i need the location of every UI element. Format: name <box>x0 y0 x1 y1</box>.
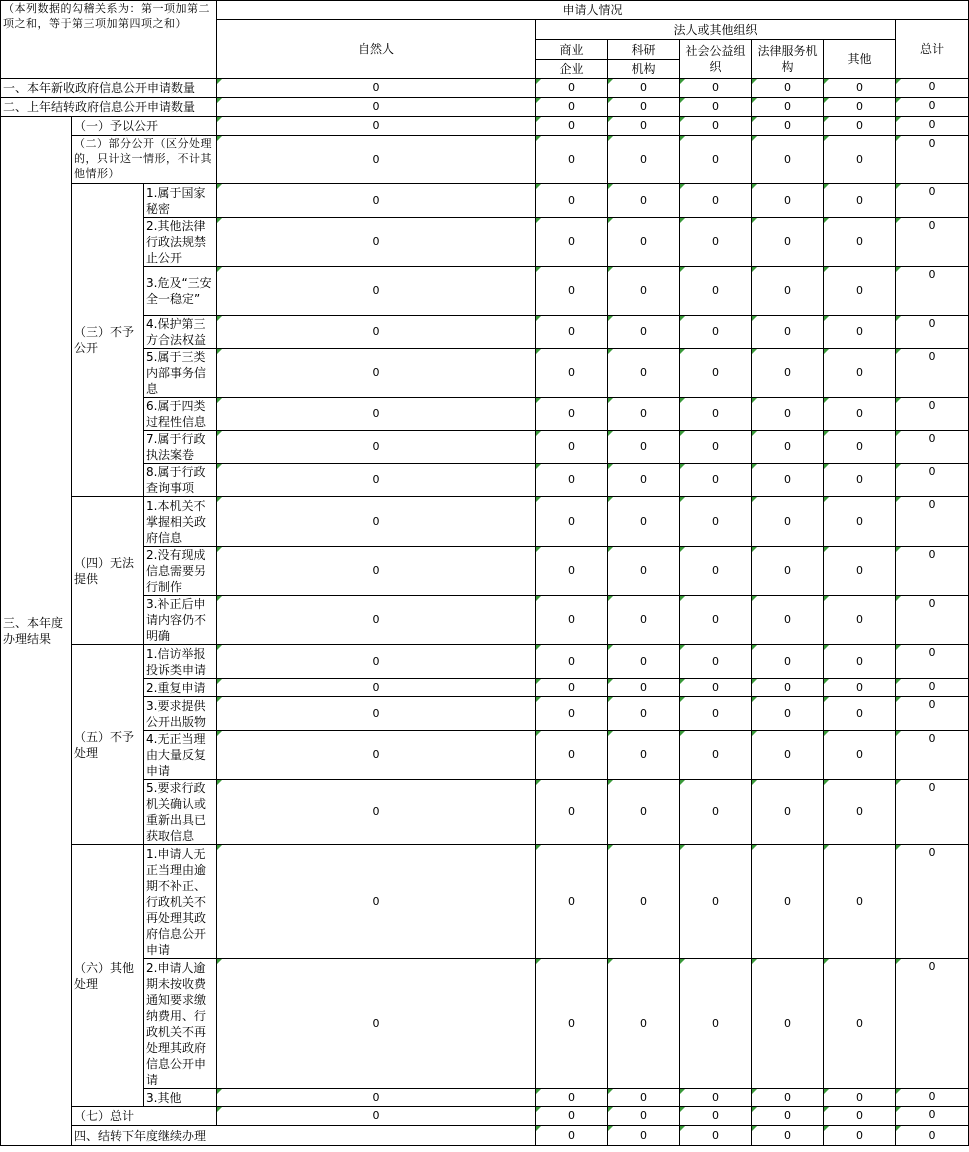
cell-g3-7-research: 0 <box>608 431 680 464</box>
table-row <box>1 398 969 431</box>
cell-g3-1-natural-person: 0 <box>217 184 536 218</box>
cell-g3-7-total: 0 <box>896 431 969 464</box>
cell-g3-8-social-welfare: 0 <box>680 464 752 497</box>
cell-g3-1-other: 0 <box>824 184 896 218</box>
table-row <box>1 645 969 679</box>
cell-g3-2-social-welfare: 0 <box>680 218 752 267</box>
cell-g5-5-commercial: 0 <box>536 780 608 845</box>
cell-g2-commercial: 0 <box>536 136 608 184</box>
table-row <box>1 98 969 117</box>
cell-g5-3-total: 0 <box>896 697 969 731</box>
cell-g6-1-total: 0 <box>896 845 969 959</box>
cell-g4-1-social-welfare: 0 <box>680 497 752 547</box>
cell-r4-other: 0 <box>896 1126 969 1146</box>
cell-g6-3-research: 0 <box>608 1089 680 1107</box>
cell-g2-natural-person: 0 <box>217 136 536 184</box>
cell-r1-legal-service: 0 <box>752 79 824 98</box>
row-label-g4-2: 2.没有现成信息需要另行制作 <box>144 547 217 596</box>
row-label-g3-2: 2.其他法律行政法规禁止公开 <box>144 218 217 267</box>
cell-g4-1-other: 0 <box>824 497 896 547</box>
row-label-g5-1: 1.信访举报投诉类申请 <box>144 645 217 679</box>
cell-g4-2-commercial: 0 <box>536 547 608 596</box>
cell-g1-legal-service: 0 <box>752 117 824 136</box>
cell-r4-research: 0 <box>680 1126 752 1146</box>
cell-g5-4-total: 0 <box>896 731 969 780</box>
cell-g3-4-total: 0 <box>896 316 969 349</box>
cell-g2-research: 0 <box>608 136 680 184</box>
cell-g3-7-commercial: 0 <box>536 431 608 464</box>
cell-g3-2-commercial: 0 <box>536 218 608 267</box>
cell-g1-commercial: 0 <box>536 117 608 136</box>
cell-g5-3-social-welfare: 0 <box>680 697 752 731</box>
cell-r2-legal-service: 0 <box>752 98 824 117</box>
cell-g3-2-legal-service: 0 <box>752 218 824 267</box>
cell-g3-6-legal-service: 0 <box>752 398 824 431</box>
cell-g3-6-other: 0 <box>824 398 896 431</box>
cell-g3-6-commercial: 0 <box>536 398 608 431</box>
cell-r2-total: 0 <box>896 98 969 117</box>
row-label-g3: （三）不予公开 <box>72 184 144 497</box>
cell-g4-2-social-welfare: 0 <box>680 547 752 596</box>
cell-g3-8-commercial: 0 <box>536 464 608 497</box>
cell-g7-commercial: 0 <box>536 1107 608 1126</box>
header-total: 总计 <box>896 20 969 79</box>
cell-g7-social-welfare: 0 <box>680 1107 752 1126</box>
cell-g5-2-total: 0 <box>896 679 969 697</box>
cell-g5-4-natural-person: 0 <box>217 731 536 780</box>
cell-g4-3-other: 0 <box>824 596 896 645</box>
table-row <box>1 679 969 697</box>
cell-g3-4-legal-service: 0 <box>752 316 824 349</box>
header-other: 其他 <box>824 40 896 79</box>
table-row <box>1 117 969 136</box>
row-label-g3-3: 3.危及“三安全一稳定” <box>144 267 217 316</box>
cell-r4-legal-service: 0 <box>824 1126 896 1146</box>
cell-g6-1-research: 0 <box>608 845 680 959</box>
cell-r4-social-welfare: 0 <box>752 1126 824 1146</box>
cell-g3-5-total: 0 <box>896 349 969 398</box>
row-label-g5-3: 3.要求提供公开出版物 <box>144 697 217 731</box>
cell-g5-3-research: 0 <box>608 697 680 731</box>
cell-g4-3-natural-person: 0 <box>217 596 536 645</box>
cell-g5-2-other: 0 <box>824 679 896 697</box>
table-row <box>1 184 969 218</box>
cell-g6-2-natural-person: 0 <box>217 959 536 1089</box>
row-label-g4-3: 3.补正后申请内容仍不明确 <box>144 596 217 645</box>
header-legal-service: 法律服务机构 <box>752 40 824 79</box>
row-label-g3-4: 4.保护第三方合法权益 <box>144 316 217 349</box>
cell-g3-1-social-welfare: 0 <box>680 184 752 218</box>
cell-g3-3-legal-service: 0 <box>752 267 824 316</box>
cell-g3-2-research: 0 <box>608 218 680 267</box>
cell-g4-2-legal-service: 0 <box>752 547 824 596</box>
cell-r1-social-welfare: 0 <box>680 79 752 98</box>
row-label-g3-1: 1.属于国家秘密 <box>144 184 217 218</box>
cell-g3-5-research: 0 <box>608 349 680 398</box>
cell-g1-total: 0 <box>896 117 969 136</box>
header-research-top: 科研 <box>608 40 680 60</box>
cell-g3-7-natural-person: 0 <box>217 431 536 464</box>
cell-g3-7-social-welfare: 0 <box>680 431 752 464</box>
table-row <box>1 731 969 780</box>
cell-g6-2-other: 0 <box>824 959 896 1089</box>
cell-g3-5-commercial: 0 <box>536 349 608 398</box>
cell-g3-8-total: 0 <box>896 464 969 497</box>
header-natural-person: 自然人 <box>217 20 536 79</box>
cell-g4-3-commercial: 0 <box>536 596 608 645</box>
header-applicant-situation: 申请人情况 <box>217 1 969 20</box>
row-label-g3-5: 5.属于三类内部事务信息 <box>144 349 217 398</box>
cell-g5-2-social-welfare: 0 <box>680 679 752 697</box>
row-label-g1: （一）予以公开 <box>72 117 217 136</box>
cell-g6-2-research: 0 <box>608 959 680 1089</box>
cell-g3-8-research: 0 <box>608 464 680 497</box>
row-label-g3-7: 7.属于行政执法案卷 <box>144 431 217 464</box>
cell-g6-3-total: 0 <box>896 1089 969 1107</box>
cell-g6-3-other: 0 <box>824 1089 896 1107</box>
cell-g4-2-natural-person: 0 <box>217 547 536 596</box>
cell-g4-2-total: 0 <box>896 547 969 596</box>
row-label-g6-2: 2.申请人逾期未按收费通知要求缴纳费用、行政机关不再处理其政府信息公开申请 <box>144 959 217 1089</box>
cell-g6-3-social-welfare: 0 <box>680 1089 752 1107</box>
cell-g5-5-legal-service: 0 <box>752 780 824 845</box>
cell-g5-4-research: 0 <box>608 731 680 780</box>
cell-g5-1-social-welfare: 0 <box>680 645 752 679</box>
cell-r1-commercial: 0 <box>536 79 608 98</box>
cell-g3-3-research: 0 <box>608 267 680 316</box>
cell-g3-5-other: 0 <box>824 349 896 398</box>
cell-g5-5-research: 0 <box>608 780 680 845</box>
cell-g5-1-research: 0 <box>608 645 680 679</box>
cell-g3-4-natural-person: 0 <box>217 316 536 349</box>
cell-g5-2-commercial: 0 <box>536 679 608 697</box>
header-research-bottom: 机构 <box>608 60 680 79</box>
cell-g5-4-other: 0 <box>824 731 896 780</box>
cell-g3-2-natural-person: 0 <box>217 218 536 267</box>
table-row <box>1 316 969 349</box>
cell-g3-6-research: 0 <box>608 398 680 431</box>
cell-g3-4-research: 0 <box>608 316 680 349</box>
header-commercial-bottom: 企业 <box>536 60 608 79</box>
table-row <box>1 497 969 547</box>
cell-g5-2-research: 0 <box>608 679 680 697</box>
cell-g5-3-legal-service: 0 <box>752 697 824 731</box>
cell-r2-natural-person: 0 <box>217 98 536 117</box>
cell-g4-3-total: 0 <box>896 596 969 645</box>
cell-r2-social-welfare: 0 <box>680 98 752 117</box>
cell-g2-total: 0 <box>896 136 969 184</box>
cell-g6-1-social-welfare: 0 <box>680 845 752 959</box>
row-label-g5-4: 4.无正当理由大量反复申请 <box>144 731 217 780</box>
cell-g3-6-total: 0 <box>896 398 969 431</box>
row-label-g6: （六）其他处理 <box>72 845 144 1107</box>
cell-g4-1-natural-person: 0 <box>217 497 536 547</box>
header-commercial-top: 商业 <box>536 40 608 60</box>
table-row <box>1 596 969 645</box>
cell-g3-6-social-welfare: 0 <box>680 398 752 431</box>
cell-g2-legal-service: 0 <box>752 136 824 184</box>
cell-g3-4-commercial: 0 <box>536 316 608 349</box>
cell-g6-1-other: 0 <box>824 845 896 959</box>
cell-g3-8-legal-service: 0 <box>752 464 824 497</box>
cell-g4-3-legal-service: 0 <box>752 596 824 645</box>
cell-g7-research: 0 <box>608 1107 680 1126</box>
cell-g6-2-legal-service: 0 <box>752 959 824 1089</box>
cell-g4-1-commercial: 0 <box>536 497 608 547</box>
cell-g6-1-commercial: 0 <box>536 845 608 959</box>
cell-g6-3-natural-person: 0 <box>217 1089 536 1107</box>
header-note: （本列数据的勾稽关系为：第一项加第二项之和，等于第三项加第四项之和） <box>1 1 217 79</box>
table-row <box>1 267 969 316</box>
cell-g5-4-social-welfare: 0 <box>680 731 752 780</box>
row-label-g2: （二）部分公开（区分处理的，只计这一情形，不计其他情形） <box>72 136 217 184</box>
cell-g3-1-legal-service: 0 <box>752 184 824 218</box>
cell-g3-5-natural-person: 0 <box>217 349 536 398</box>
cell-g4-2-research: 0 <box>608 547 680 596</box>
cell-g6-1-legal-service: 0 <box>752 845 824 959</box>
cell-g3-3-commercial: 0 <box>536 267 608 316</box>
cell-g3-5-social-welfare: 0 <box>680 349 752 398</box>
cell-g5-2-natural-person: 0 <box>217 679 536 697</box>
cell-g5-5-other: 0 <box>824 780 896 845</box>
cell-g5-1-commercial: 0 <box>536 645 608 679</box>
cell-r1-total: 0 <box>896 79 969 98</box>
table-row <box>1 79 969 98</box>
cell-r1-natural-person: 0 <box>217 79 536 98</box>
table-row <box>1 780 969 845</box>
table-row <box>1 431 969 464</box>
table-row <box>1 136 969 184</box>
table-row <box>1 959 969 1089</box>
cell-g5-2-legal-service: 0 <box>752 679 824 697</box>
cell-g5-5-natural-person: 0 <box>217 780 536 845</box>
cell-g3-4-other: 0 <box>824 316 896 349</box>
cell-g3-8-other: 0 <box>824 464 896 497</box>
cell-g3-1-total: 0 <box>896 184 969 218</box>
cell-g4-3-research: 0 <box>608 596 680 645</box>
cell-r2-other: 0 <box>824 98 896 117</box>
cell-g5-4-legal-service: 0 <box>752 731 824 780</box>
cell-g5-5-social-welfare: 0 <box>680 780 752 845</box>
table-row <box>1 1107 969 1126</box>
cell-g5-1-total: 0 <box>896 645 969 679</box>
cell-g5-5-total: 0 <box>896 780 969 845</box>
cell-g3-5-legal-service: 0 <box>752 349 824 398</box>
cell-r1-research: 0 <box>608 79 680 98</box>
cell-g6-1-natural-person: 0 <box>217 845 536 959</box>
table-row <box>1 1089 969 1107</box>
cell-g5-1-legal-service: 0 <box>752 645 824 679</box>
cell-g4-1-legal-service: 0 <box>752 497 824 547</box>
cell-g4-1-total: 0 <box>896 497 969 547</box>
cell-g3-3-other: 0 <box>824 267 896 316</box>
row-label-g3-8: 8.属于行政查询事项 <box>144 464 217 497</box>
cell-g1-research: 0 <box>608 117 680 136</box>
table-row <box>1 1126 969 1146</box>
row-label-g5-5: 5.要求行政机关确认或重新出具已获取信息 <box>144 780 217 845</box>
cell-r2-research: 0 <box>608 98 680 117</box>
row-label-r3: 三、本年度办理结果 <box>1 117 72 1146</box>
cell-g5-3-natural-person: 0 <box>217 697 536 731</box>
cell-g3-8-natural-person: 0 <box>217 464 536 497</box>
row-label-r4: 四、结转下年度继续办理 <box>72 1126 536 1146</box>
row-label-g7: （七）总计 <box>72 1107 217 1126</box>
cell-g7-natural-person: 0 <box>217 1107 536 1126</box>
cell-g3-3-social-welfare: 0 <box>680 267 752 316</box>
cell-g6-3-commercial: 0 <box>536 1089 608 1107</box>
row-label-g3-6: 6.属于四类过程性信息 <box>144 398 217 431</box>
cell-g6-2-commercial: 0 <box>536 959 608 1089</box>
cell-g6-2-total: 0 <box>896 959 969 1089</box>
row-label-g6-1: 1.申请人无正当理由逾期不补正、行政机关不再处理其政府信息公开申请 <box>144 845 217 959</box>
row-label-r2: 二、上年结转政府信息公开申请数量 <box>1 98 217 117</box>
cell-g3-7-legal-service: 0 <box>752 431 824 464</box>
cell-g7-legal-service: 0 <box>752 1107 824 1126</box>
cell-g7-other: 0 <box>824 1107 896 1126</box>
cell-g4-1-research: 0 <box>608 497 680 547</box>
cell-g3-1-commercial: 0 <box>536 184 608 218</box>
cell-g3-4-social-welfare: 0 <box>680 316 752 349</box>
cell-g7-total: 0 <box>896 1107 969 1126</box>
row-label-r1: 一、本年新收政府信息公开申请数量 <box>1 79 217 98</box>
cell-g6-2-social-welfare: 0 <box>680 959 752 1089</box>
cell-g3-1-research: 0 <box>608 184 680 218</box>
cell-g5-3-other: 0 <box>824 697 896 731</box>
table-row <box>1 547 969 596</box>
row-label-g6-3: 3.其他 <box>144 1089 217 1107</box>
cell-g2-other: 0 <box>824 136 896 184</box>
header-legal-entities: 法人或其他组织 <box>536 20 896 40</box>
cell-g3-2-total: 0 <box>896 218 969 267</box>
cell-g5-4-commercial: 0 <box>536 731 608 780</box>
cell-g6-3-legal-service: 0 <box>752 1089 824 1107</box>
cell-g2-social-welfare: 0 <box>680 136 752 184</box>
cell-r4-commercial: 0 <box>608 1126 680 1146</box>
cell-g5-3-commercial: 0 <box>536 697 608 731</box>
cell-g3-7-other: 0 <box>824 431 896 464</box>
row-label-g4-1: 1.本机关不掌握相关政府信息 <box>144 497 217 547</box>
cell-g1-social-welfare: 0 <box>680 117 752 136</box>
header-social-welfare: 社会公益组织 <box>680 40 752 79</box>
cell-g4-2-other: 0 <box>824 547 896 596</box>
cell-r4-natural-person: 0 <box>536 1126 608 1146</box>
row-label-g5: （五）不予处理 <box>72 645 144 845</box>
cell-g3-2-other: 0 <box>824 218 896 267</box>
table-row <box>1 464 969 497</box>
cell-g3-3-natural-person: 0 <box>217 267 536 316</box>
cell-g4-3-social-welfare: 0 <box>680 596 752 645</box>
table-row <box>1 349 969 398</box>
table-row <box>1 697 969 731</box>
cell-g1-other: 0 <box>824 117 896 136</box>
cell-g5-1-natural-person: 0 <box>217 645 536 679</box>
row-label-g5-2: 2.重复申请 <box>144 679 217 697</box>
cell-g3-3-total: 0 <box>896 267 969 316</box>
row-label-g4: （四）无法提供 <box>72 497 144 645</box>
cell-g3-6-natural-person: 0 <box>217 398 536 431</box>
cell-g5-1-other: 0 <box>824 645 896 679</box>
table-row <box>1 218 969 267</box>
cell-r2-commercial: 0 <box>536 98 608 117</box>
cell-r1-other: 0 <box>824 79 896 98</box>
table-row <box>1 845 969 959</box>
cell-g1-natural-person: 0 <box>217 117 536 136</box>
